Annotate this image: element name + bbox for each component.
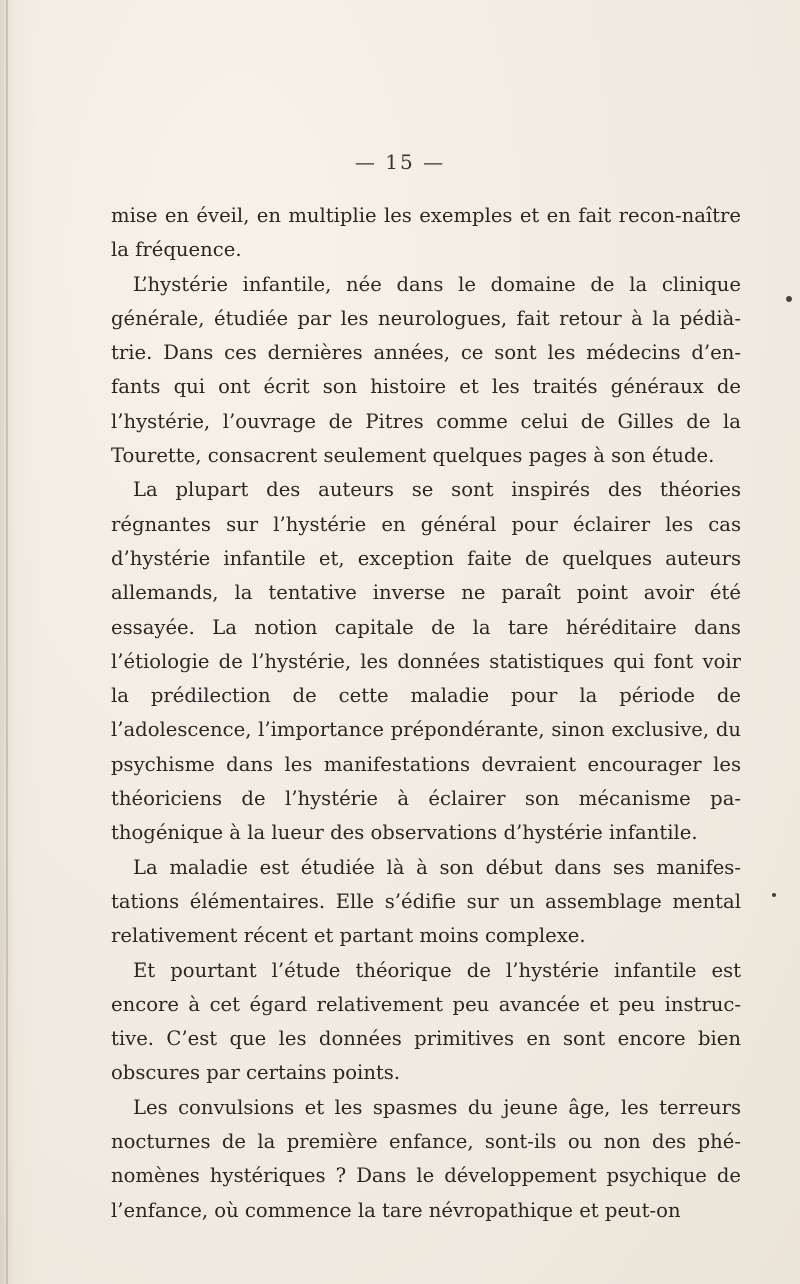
paragraph-1: mise en éveil, en multiplie les exemples et en fait recon-naître la fréquence. — [111, 204, 741, 262]
body-text — [111, 199, 741, 1228]
paragraph-3: La plupart des auteurs se sont inspirés des théories régnantes sur l’hystérie en général pour éclairer les cas d’hystérie infantile et, exception faite de quelques auteurs allemands, la tentative inverse ne paraît point avoir été essayée. La notion capitale de la tare héréditaire dans l’étiologie de l’hystérie, les données statistiques qui font voir la prédilection de cette maladie pour la période de l’adolescence, l’importance prépondérante, sinon exclusive, du psychisme dans les manifestations devraient encourager les théoriciens de l’hystérie à éclairer son mécanisme pa-thogénique à la lueur des observations d’hystérie infantile. — [111, 478, 741, 845]
paragraph-6: Les convulsions et les spasmes du jeune âge, les terreurs nocturnes de la première enfance, sont-ils ou non des phé-nomènes hystériques ? Dans le développement psychique de l’enfance, où commence la tare névropathique et peut-on — [111, 1095, 741, 1222]
paragraph-4: La maladie est étudiée là à son début dans ses manifes-tations élémentaires. Elle s’édifie sur un assemblage mental relativement récent et partant moins complexe. — [111, 855, 741, 948]
margin-dot-mark — [786, 296, 792, 302]
book-gutter — [6, 0, 8, 1284]
margin-dot-mark — [772, 893, 776, 897]
paragraph-5: Et pourtant l’étude théorique de l’hystérie infantile est encore à cet égard relativement peu avancée et peu instruc-tive. C’est que les données primitives en sont encore bien obscures par certains points. — [111, 958, 741, 1085]
page-number: — 15 — — [354, 150, 446, 174]
paragraph-2: L’hystérie infantile, née dans le domaine de la clinique générale, étudiée par les neurologues, fait retour à la pédià-trie. Dans ces dernières années, ce sont les médecins d’en-fants qui ont écrit son histoire et les traités généraux de l’hystérie, l’ouvrage de Pitres comme celui de Gilles de la Tourette, consacrent seulement quelques pages à son étude. — [111, 272, 741, 468]
